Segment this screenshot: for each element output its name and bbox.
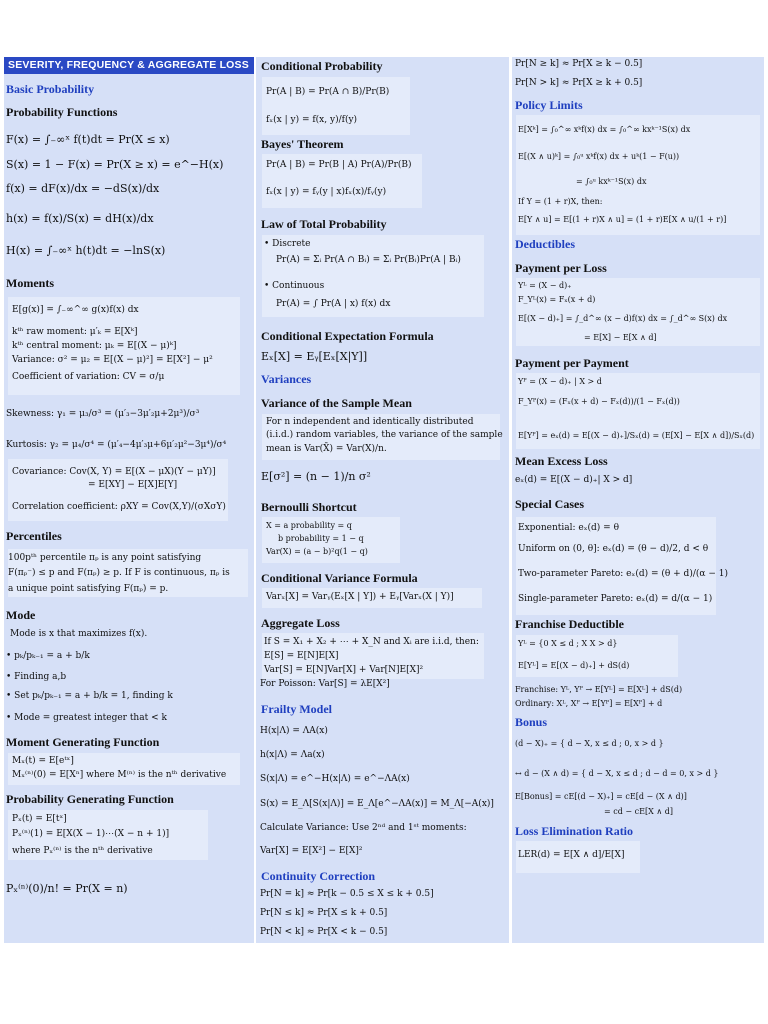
pgf-line-2: Pₓ⁽ⁿ⁾(1) = E[X(X − 1)⋯(X − n + 1)] <box>12 829 170 839</box>
heading-policy-limits: Policy Limits <box>515 98 583 112</box>
heading-conditional-probability: Conditional Probability <box>261 59 383 73</box>
frailty-2: h(x|Λ) = Λa(x) <box>260 750 325 760</box>
heading-payment-per-payment: Payment per Payment <box>515 356 629 370</box>
ppl-3: E[(X − d)₊] = ∫_d^∞ (x − d)f(x) dx = ∫_d^∞ S(x) dx <box>518 314 728 323</box>
var-sample-4: E[σ²] = (n − 1)/n σ² <box>261 470 371 483</box>
bernoulli-1: X = a probability = q <box>266 521 352 530</box>
bonus-1: (d − X)₊ = { d − X, x ≤ d ; 0, x > d } <box>515 739 664 748</box>
agg-loss-3: Var[S] = E[N]Var[X] + Var[N]E[X]² <box>264 665 424 675</box>
cond-exp-1: Eₓ[X] = Eᵧ[Eₓ[X|Y]] <box>261 350 368 363</box>
heading-pgf: Probability Generating Function <box>6 792 174 806</box>
heading-deductibles: Deductibles <box>515 237 575 251</box>
frailty-6: Var[X] = E[X²] − E[X]² <box>260 846 363 856</box>
cond-prob-1: Pr(A | B) = Pr(A ∩ B)/Pr(B) <box>266 87 390 97</box>
frailty-1: H(x|Λ) = ΛA(x) <box>260 726 328 736</box>
formula-H: H(x) = ∫₋∞ˣ h(t)dt = −lnS(x) <box>6 244 166 257</box>
heading-moments: Moments <box>6 276 54 290</box>
mode-line-2: • pₖ/pₖ₋₁ = a + b/k <box>6 651 90 661</box>
heading-bonus: Bonus <box>515 715 548 729</box>
heading-special-cases: Special Cases <box>515 497 584 511</box>
franchise-2: E[Yᴸ] = E[(X − d)₊] + dS(d) <box>518 661 630 670</box>
bonus-2: ↔ d − (X ∧ d) = { d − X, x ≤ d ; d − d = 0, x > d } <box>515 769 719 778</box>
policy-limits-5: E[Y ∧ u] = E[(1 + r)X ∧ u] = (1 + r)E[X ∧ u/(1 + r)] <box>518 215 727 224</box>
bernoulli-3: Var(X) = (a − b)²q(1 − q) <box>266 547 368 556</box>
pgf-line-3: where Pₓ⁽ⁿ⁾ is the nᵗʰ derivative <box>12 846 153 856</box>
policy-limits-1: E[Xᵏ] = ∫₀^∞ xᵏf(x) dx = ∫₀^∞ kxᵏ⁻¹S(x) dx <box>518 125 691 134</box>
total-prob-3: • Continuous <box>264 281 325 291</box>
agg-loss-2: E[S] = E[N]E[X] <box>264 651 339 661</box>
bayes-1: Pr(A | B) = Pr(B | A) Pr(A)/Pr(B) <box>266 160 412 170</box>
ppp-2: F_Yᴾ(x) = (Fₓ(x + d) − Fₓ(d))/(1 − Fₓ(d)) <box>518 397 680 406</box>
mgf-line-1: Mₓ(t) = E[eᵗˣ] <box>12 756 74 766</box>
mode-line-4: • Set pₖ/pₖ₋₁ = a + b/k = 1, finding k <box>6 691 173 701</box>
policy-limits-4: If Y = (1 + r)X, then: <box>518 197 603 206</box>
ppl-4: = E[X] − E[X ∧ d] <box>584 333 657 342</box>
heading-variance-sample-mean: Variance of the Sample Mean <box>261 396 412 410</box>
var-sample-3: mean is Var(X̄) = Var(X)/n. <box>266 444 387 454</box>
continuity-1: Pr[N = k] ≈ Pr[k − 0.5 ≤ X ≤ k + 0.5] <box>260 889 434 899</box>
ppp-1: Yᴾ = (X − d)₊ | X > d <box>518 377 602 386</box>
total-prob-1: • Discrete <box>264 239 311 249</box>
heading-variances: Variances <box>261 372 312 386</box>
total-prob-2: Pr(A) = Σᵢ Pr(A ∩ Bᵢ) = Σᵢ Pr(Bᵢ)Pr(A | Bᵢ) <box>276 255 461 265</box>
policy-limits-2: E[(X ∧ u)ᵏ] = ∫₀ᵘ xᵏf(x) dx + uᵏ(1 − F(u)) <box>518 152 680 161</box>
formula-f: f(x) = dF(x)/dx = −dS(x)/dx <box>6 182 160 195</box>
cond-prob-box <box>262 77 410 135</box>
heading-percentiles: Percentiles <box>6 529 62 543</box>
var-sample-1: For n independent and identically distributed <box>266 417 474 427</box>
heading-mode: Mode <box>6 608 36 622</box>
policy-limits-3: = ∫₀ᵘ kxᵏ⁻¹S(x) dx <box>576 177 647 186</box>
formula-kurtosis: Kurtosis: γ₂ = μ₄/σ⁴ = (μ′₄−4μ′₃μ+6μ′₂μ²−3μ⁴)/σ⁴ <box>6 440 227 450</box>
cond-prob-2: fₓ(x | y) = f(x, y)/f(y) <box>266 115 358 125</box>
percentile-line-1: 100pᵗʰ percentile πₚ is any point satisfying <box>8 553 202 563</box>
percentile-line-2: F(πₚ⁻) ≤ p and F(πₚ) ≥ p. If F is continuous, πₚ is <box>8 568 230 578</box>
frailty-5: Calculate Variance: Use 2ⁿᵈ and 1ˢᵗ moments: <box>260 823 467 833</box>
formula-Eg: E[g(x)] = ∫₋∞^∞ g(x)f(x) dx <box>12 305 139 315</box>
formula-variance: Variance: σ² = μ₂ = E[(X − μ)²] = E[X²] − μ² <box>12 355 213 365</box>
heading-franchise: Franchise Deductible <box>515 617 624 631</box>
heading-ler: Loss Elimination Ratio <box>515 824 634 838</box>
mode-line-1: Mode is x that maximizes f(x). <box>10 629 148 639</box>
heading-mgf: Moment Generating Function <box>6 735 160 749</box>
formula-central-moment: kᵗʰ central moment: μₖ = E[(X − μ)ᵏ] <box>12 341 177 351</box>
heading-frailty: Frailty Model <box>261 702 332 716</box>
continuity-2: Pr[N ≤ k] ≈ Pr[X ≤ k + 0.5] <box>260 908 388 918</box>
special-3: Two-parameter Pareto: eₓ(d) = (θ + d)/(α − 1) <box>518 569 728 579</box>
heading-continuity-correction: Continuity Correction <box>261 869 376 883</box>
heading-bernoulli: Bernoulli Shortcut <box>261 500 357 514</box>
franchise-3: Franchise: Yᴸ, Yᴾ → E[Yᴸ] = E[Xᴸ] + dS(d) <box>515 685 683 694</box>
ler-1: LER(d) = E[X ∧ d]/E[X] <box>518 850 625 860</box>
heading-probability-functions: Probability Functions <box>6 105 118 119</box>
pgf-line-4: Pₓ⁽ⁿ⁾(0)/n! = Pr(X = n) <box>6 882 128 895</box>
column-2 <box>256 57 509 943</box>
special-1: Exponential: eₓ(d) = θ <box>518 523 619 533</box>
bonus-4: = cd − cE[X ∧ d] <box>604 807 673 816</box>
frailty-4: S(x) = E_Λ[S(x|Λ)] = E_Λ[e^−ΛA(x)] = M_Λ[−A(x)] <box>260 799 494 809</box>
heading-mean-excess: Mean Excess Loss <box>515 454 608 468</box>
var-sample-2: (i.i.d.) random variables, the variance of the sample <box>266 430 503 440</box>
ppl-1: Yᴸ = (X − d)₊ <box>518 281 572 290</box>
formula-cv: Coefficient of variation: CV = σ/μ <box>12 372 165 382</box>
heading-total-probability: Law of Total Probability <box>261 217 387 231</box>
heading-payment-per-loss: Payment per Loss <box>515 261 607 275</box>
total-prob-4: Pr(A) = ∫ Pr(A | x) f(x) dx <box>276 299 391 309</box>
franchise-1: Yᴸ = {0 X ≤ d ; X X > d} <box>518 639 618 648</box>
mode-line-3: • Finding a,b <box>6 672 67 682</box>
cond-var-1: Varₓ[X] = Varᵧ(Eₓ[X | Y]) + Eᵧ[Varₓ(X | Y)] <box>266 592 454 602</box>
agg-loss-1: If S = X₁ + X₂ + ⋯ + X_N and Xᵢ are i.i.d, then: <box>264 637 479 647</box>
formula-covariance-2: = E[XY] − E[X]E[Y] <box>88 480 178 490</box>
agg-loss-4: For Poisson: Var[S] = λE[X²] <box>260 679 390 689</box>
heading-basic-probability: Basic Probability <box>6 82 95 96</box>
heading-conditional-expectation: Conditional Expectation Formula <box>261 329 434 343</box>
bonus-3: E[Bonus] = cE[(d − X)₊] = cE[d − (X ∧ d)] <box>515 792 687 801</box>
ppl-2: F_Yᴸ(x) = Fₓ(x + d) <box>518 295 596 304</box>
formula-correlation: Correlation coefficient: ρXY = Cov(X,Y)/(σXσY) <box>12 502 226 512</box>
franchise-4: Ordinary: Xᴸ, Xᴾ → E[Yᴾ] = E[Xᴾ] + d <box>515 699 663 708</box>
ppp-3: E[Yᴾ] = eₓ(d) = E[(X − d)₊]/Sₓ(d) = (E[X] − E[X ∧ d])/Sₓ(d) <box>518 431 755 440</box>
formula-h: h(x) = f(x)/S(x) = dH(x)/dx <box>6 212 154 225</box>
column-1 <box>4 57 254 943</box>
formula-skewness: Skewness: γ₁ = μ₃/σ³ = (μ′₃−3μ′₂μ+2μ³)/σ³ <box>6 409 200 419</box>
heading-conditional-variance: Conditional Variance Formula <box>261 571 418 585</box>
formula-F: F(x) = ∫₋∞ˣ f(t)dt = Pr(X ≤ x) <box>6 133 170 146</box>
frailty-3: S(x|Λ) = e^−H(x|Λ) = e^−ΛA(x) <box>260 774 410 784</box>
continuity-3: Pr[N < k] ≈ Pr[X < k − 0.5] <box>260 927 388 937</box>
bayes-2: fₓ(x | y) = fᵧ(y | x)fₓ(x)/fᵧ(y) <box>266 187 387 197</box>
mean-excess-1: eₓ(d) = E[(X − d)₊| X > d] <box>515 475 633 485</box>
bernoulli-2: b probability = 1 − q <box>278 534 364 543</box>
heading-bayes: Bayes' Theorem <box>261 137 344 151</box>
formula-covariance: Covariance: Cov(X, Y) = E[(X − μX)(Y − μY)] <box>12 467 216 477</box>
column-3-bottom <box>512 489 764 943</box>
formula-raw-moment: kᵗʰ raw moment: μ′ₖ = E[Xᵏ] <box>12 327 138 337</box>
special-4: Single-parameter Pareto: eₓ(d) = d/(α − 1) <box>518 594 713 604</box>
heading-aggregate-loss: Aggregate Loss <box>261 616 340 630</box>
special-2: Uniform on (0, θ]: eₓ(d) = (θ − d)/2, d < θ <box>518 544 709 554</box>
mode-line-5: • Mode = greatest integer that < k <box>6 713 167 723</box>
pgf-line-1: Pₓ(t) = E[tˣ] <box>12 814 67 824</box>
continuity-4: Pr[N ≥ k] ≈ Pr[X ≥ k − 0.5] <box>515 59 643 69</box>
mgf-line-2: Mₓ⁽ⁿ⁾(0) = E[Xⁿ] where M⁽ⁿ⁾ is the nᵗʰ derivative <box>12 770 227 780</box>
formula-S: S(x) = 1 − F(x) = Pr(X ≥ x) = e^−H(x) <box>6 158 224 171</box>
continuity-5: Pr[N > k] ≈ Pr[X ≥ k + 0.5] <box>515 78 643 88</box>
column-3-top <box>512 57 764 489</box>
percentile-line-3: a unique point satisfying F(πₚ) = p. <box>8 584 169 594</box>
section-banner: SEVERITY, FREQUENCY & AGGREGATE LOSS <box>4 57 254 74</box>
